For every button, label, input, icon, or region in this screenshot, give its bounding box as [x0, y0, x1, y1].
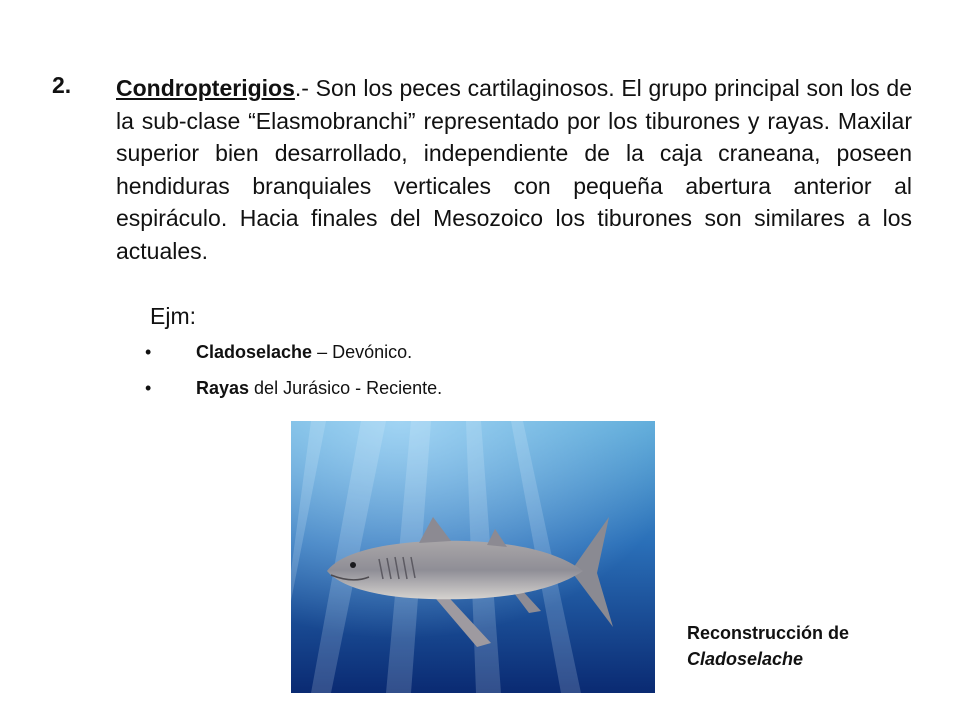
- item-paragraph: [116, 72, 912, 267]
- examples-label: Ejm:: [150, 303, 196, 329]
- example-detail: del Jurásico - Reciente.: [249, 378, 443, 398]
- caption-line-2: Cladoselache: [687, 649, 804, 669]
- item-term: Condropterigios: [116, 75, 295, 101]
- bullet-icon: •: [145, 378, 152, 398]
- example-detail: – Devónico.: [312, 342, 413, 362]
- example-name: Rayas: [196, 378, 250, 398]
- item-text: .- Son los peces cartilaginosos. El grupo principal son los de la sub-clase “Elasmobranchi” representado por los tiburones y rayas. Maxilar superior bien desarrollado, independiente de la caja craneana, poseen hendiduras branquiales verticales con pequeña abertura anterior al espiráculo. Hacia finales del Mesozoico los tiburones son similares a los actuales.: [116, 75, 912, 264]
- example-name: Cladoselache: [196, 342, 313, 362]
- item-number: 2.: [52, 72, 72, 98]
- bullet-icon: •: [145, 342, 152, 362]
- shark-illustration: [291, 421, 655, 693]
- figure-caption: [687, 620, 849, 672]
- caption-line-1: Reconstrucción de: [687, 623, 850, 643]
